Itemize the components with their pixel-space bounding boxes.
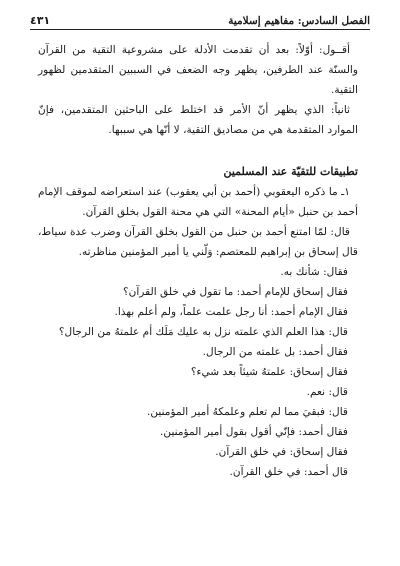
- paragraph-ishaq-request: قال: لمّا امتنع أحمد بن حنبل من القول بخلق القرآن وضرب عدة سياط، قال إسحاق بن إبراهيم للمعتصم: وَلّني يا أمير المؤمنين مناظرته.: [38, 226, 358, 258]
- section-heading: تطبيقات للتقيّة عند المسلمين: [223, 165, 358, 178]
- dialog-line: فقال إسحاق للإمام أحمد: ما تقول في خلق القرآن؟: [122, 286, 348, 298]
- dialog-line: فقال: شأنك به.: [280, 266, 348, 278]
- running-header: [30, 9, 370, 27]
- dialog-line: فقال أحمد: بل علمته من الرجال.: [202, 346, 348, 358]
- paragraph-yaqubi: ١ـ ما ذكره اليعقوبي (أحمد بن أبي يعقوب) عند استعراضه لموقف الإمام أحمد بن حنبل «أيام المحنة» التي هي محنة القول بخلق القرآن.: [38, 186, 358, 218]
- dialog-line: قال أحمد: في خلق القرآن.: [229, 466, 348, 478]
- dialog-line: فقال إسحاق: علمتهُ شيئاً بعد شيء؟: [190, 366, 348, 378]
- dialog-line: فقال إسحاق: في خلق القرآن.: [215, 446, 348, 458]
- header-rule: [30, 29, 370, 30]
- dialog-line: قال: هذا العلم الذي علمته نزل به عليك مَلَك أم علمتهُ من الرجال؟: [58, 326, 348, 338]
- dialog-line: فقال الإمام أحمد: أنا رجل علمت علماً، ولم أعلم بهذا.: [114, 306, 348, 318]
- chapter-title: الفصل السادس: مفاهيم إسلامية: [228, 15, 370, 27]
- paragraph-first-point: أقــول: أوّلاً: بعد أن تقدمت الأدلة على مشروعية التقية من القرآن والسنّة عند الطرفين، يظهر وجه الضعف في السببين المتقدمين لظهور التقية.: [38, 44, 358, 96]
- text-block: [38, 40, 358, 482]
- page-number: ٤٣١: [30, 14, 51, 27]
- dialog-line: فقال أحمد: فإنّي أقول بقول أمير المؤمنين.: [160, 426, 348, 438]
- section-gap: [38, 140, 358, 162]
- dialog-line: قال: نعم.: [306, 386, 348, 398]
- dialog-line: قال: فبقيَ مما لم تعلم وعلمكهُ أمير المؤمنين.: [146, 406, 348, 418]
- paragraph-second-point: ثانياً: الذي يظهر أنّ الأمر قد اختلط على الباحثين المتقدمين، فإنّ الموارد المتقدمة هي من مصاديق التقية، لا أنّها هي سببها.: [38, 104, 358, 136]
